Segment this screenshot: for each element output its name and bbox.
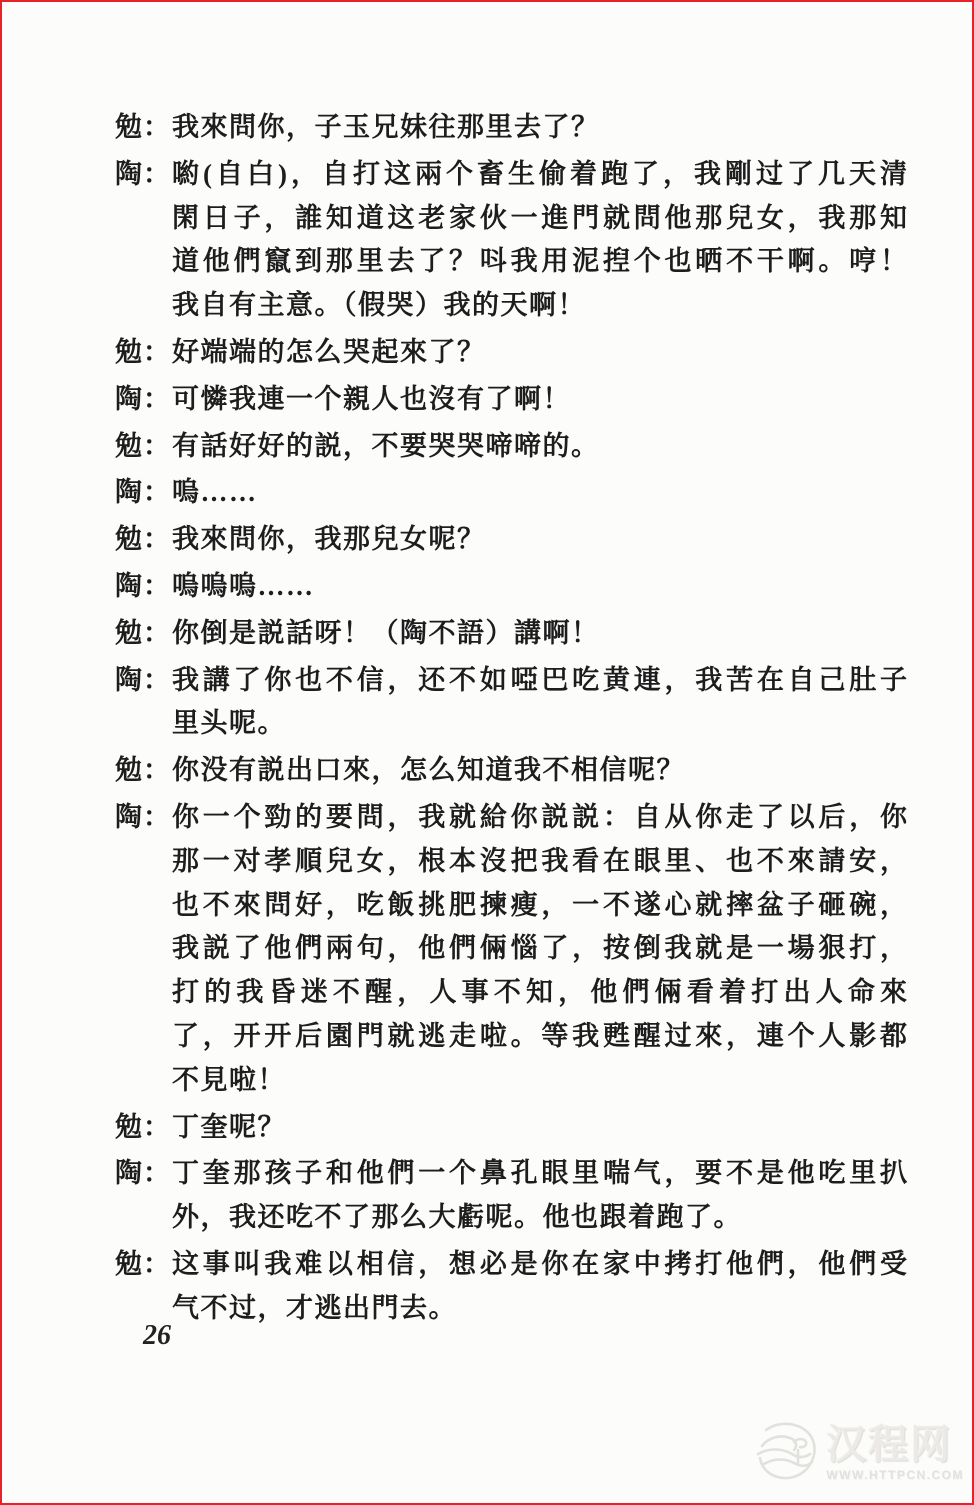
speech-lines: [172, 565, 907, 609]
watermark: [752, 1420, 964, 1487]
speaker-label: 陶：: [115, 1158, 171, 1189]
dialogue-paragraph: [115, 106, 907, 150]
speaker-label: 勉：: [115, 112, 171, 142]
dialogue-paragraph: [115, 1152, 907, 1240]
speech-line: 可憐我連一个親人也沒有了啊！: [172, 383, 571, 414]
dialogue-paragraph: [115, 565, 907, 609]
speech-lines: [172, 1243, 907, 1331]
speech-lines: [172, 471, 907, 515]
speaker-label: 勉：: [115, 617, 171, 648]
dialogue-paragraph: [115, 378, 907, 422]
dialogue-paragraph: [115, 425, 907, 469]
speech-line: 不見啦！: [172, 1064, 286, 1095]
speech-line: 我自有主意。（假哭）我的天啊！: [172, 290, 586, 321]
dialogue-paragraph: [115, 749, 907, 793]
dialogue-paragraph: [115, 612, 907, 656]
speech-line: 也不來問好，吃飯挑肥揀瘦，一不遂心就摔盆子砸碗，: [172, 889, 907, 920]
speech-lines: [172, 659, 907, 747]
speech-lines: [172, 378, 907, 422]
speaker-label: 陶：: [115, 477, 171, 508]
speech-line: 嗚……: [172, 477, 258, 508]
speech-line: 我説了他們兩句，他們倆惱了，按倒我就是一場狠打，: [172, 933, 907, 964]
speaker-label: 勉：: [115, 1248, 171, 1279]
speech-line: 我講了你也不信，还不如啞巴吃黄連，我苦在自己肚子: [172, 664, 907, 695]
speaker-label: 勉：: [115, 1111, 171, 1142]
speech-line: 好端端的怎么哭起來了？: [172, 336, 486, 367]
watermark-text: [826, 1422, 964, 1482]
speech-line: 丁奎呢？: [172, 1111, 286, 1142]
speaker-label: 勉：: [115, 524, 171, 555]
watermark-site-name: 汉程网: [826, 1422, 953, 1467]
speech-line: 了，开开后園門就逃走啦。等我甦醒过來，連个人影都: [172, 1020, 907, 1051]
page-number: 26: [143, 1320, 171, 1351]
speaker-label: 陶：: [115, 383, 171, 414]
speech-line: 嗚嗚嗚……: [172, 570, 315, 601]
speaker-label: 陶：: [115, 801, 171, 832]
speech-line: 有話好好的説，不要哭哭啼啼的。: [172, 430, 600, 461]
speaker-label: 陶：: [115, 664, 171, 695]
speech-line: 閑日子，誰知道这老家伙一進門就問他那兒女，我那知: [172, 202, 907, 233]
speech-line: 丁奎那孩子和他們一个鼻孔眼里喘气，要不是他吃里扒: [172, 1158, 907, 1189]
speech-line: 外，我还吃不了那么大虧呢。他也跟着跑了。: [172, 1202, 742, 1233]
speech-lines: [172, 1106, 907, 1150]
dialogue-paragraph: [115, 796, 907, 1103]
speech-line: 气不过，才逃出門去。: [172, 1292, 457, 1323]
speaker-label: 勉：: [115, 430, 171, 461]
speech-lines: [172, 106, 907, 150]
speech-lines: [172, 153, 907, 328]
speech-line: 你倒是説話呀！（陶不語）講啊！: [172, 617, 600, 648]
dialogue-paragraph: [115, 471, 907, 515]
speech-lines: [172, 612, 907, 656]
speech-line: 我來問你，子玉兄妹往那里去了？: [172, 112, 600, 142]
dialogue-paragraph: [115, 518, 907, 562]
dialogue-paragraph: [115, 659, 907, 747]
dialogue-paragraph: [115, 331, 907, 375]
dialogue-text-block: [115, 106, 907, 1331]
watermark-site-url: WWW.HTTPCN.COM: [826, 1468, 964, 1482]
speech-line: 打的我昏迷不醒，人事不知，他們倆看着打出人命來: [172, 977, 907, 1008]
speech-line: 那一对孝順兒女，根本沒把我看在眼里、也不來請安，: [172, 845, 907, 876]
speaker-label: 陶：: [115, 158, 171, 189]
speech-line: 你没有説出口來，怎么知道我不相信呢？: [172, 755, 685, 786]
watermark-logo-icon: [752, 1420, 822, 1487]
speech-lines: [172, 749, 907, 793]
speech-lines: [172, 425, 907, 469]
speech-line: 道他們竄到那里去了？呌我用泥揑个也晒不干啊。哼！: [172, 246, 907, 277]
dialogue-paragraph: [115, 153, 907, 328]
speech-line: 你一个勁的要問，我就給你説説：自从你走了以后，你: [172, 801, 907, 832]
speech-line: 这事叫我难以相信，想必是你在家中拷打他們，他們受: [172, 1248, 907, 1279]
speech-lines: [172, 518, 907, 562]
dialogue-paragraph: [115, 1243, 907, 1331]
speech-line: 里头呢。: [172, 708, 286, 739]
speech-line: 喲(自白)，自打这兩个畜生偷着跑了，我剛过了几天清: [172, 158, 907, 189]
speech-lines: [172, 331, 907, 375]
speaker-label: 勉：: [115, 755, 171, 786]
speaker-label: 陶：: [115, 570, 171, 601]
speaker-label: 勉：: [115, 336, 171, 367]
speech-lines: [172, 1152, 907, 1240]
speech-line: 我來問你，我那兒女呢？: [172, 524, 486, 555]
dialogue-paragraph: [115, 1106, 907, 1150]
speech-lines: [172, 796, 907, 1103]
